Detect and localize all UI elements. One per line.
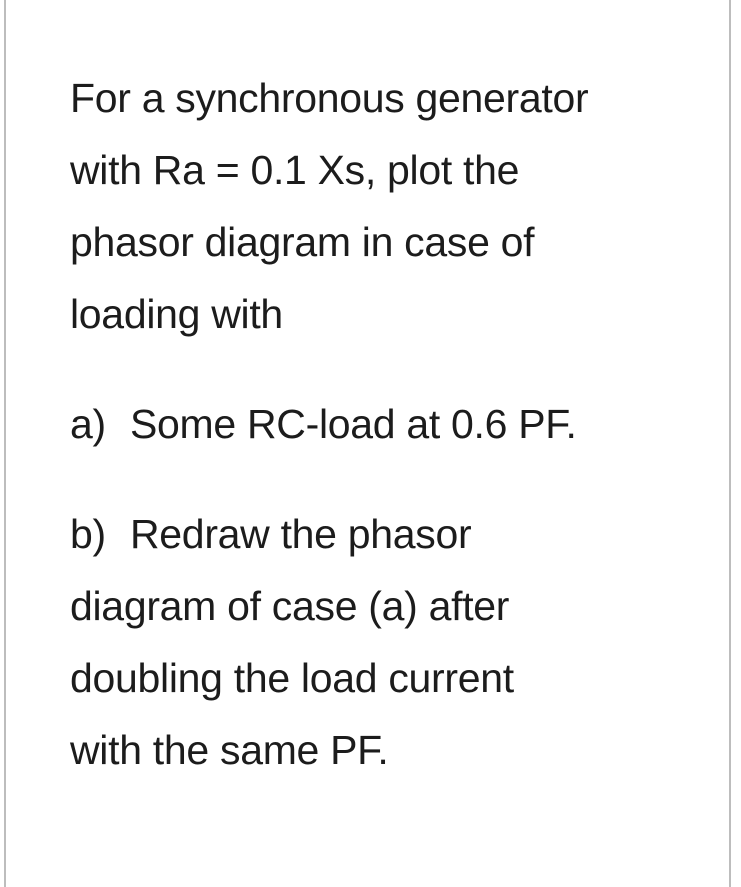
question-content bbox=[70, 62, 710, 786]
question-line: phasor diagram in case of bbox=[70, 219, 535, 265]
part-b-line: doubling the load current bbox=[70, 655, 514, 701]
question-stem bbox=[70, 62, 710, 350]
question-line: loading with bbox=[70, 291, 283, 337]
question-parts bbox=[70, 388, 710, 786]
question-line: For a synchronous generator bbox=[70, 75, 589, 121]
question-line: with Ra = 0.1 Xs, plot the bbox=[70, 147, 520, 193]
part-b-line: Redraw the phasor bbox=[130, 511, 472, 557]
part-b bbox=[70, 498, 710, 786]
part-b-line: diagram of case (a) after bbox=[70, 583, 510, 629]
part-a-marker: a) bbox=[70, 401, 106, 447]
part-b-text bbox=[70, 498, 710, 786]
part-a-text: Some RC-load at 0.6 PF. bbox=[130, 401, 577, 447]
part-a bbox=[70, 388, 710, 460]
page-frame bbox=[4, 0, 731, 887]
part-b-marker: b) bbox=[70, 511, 106, 557]
part-b-line: with the same PF. bbox=[70, 727, 389, 773]
